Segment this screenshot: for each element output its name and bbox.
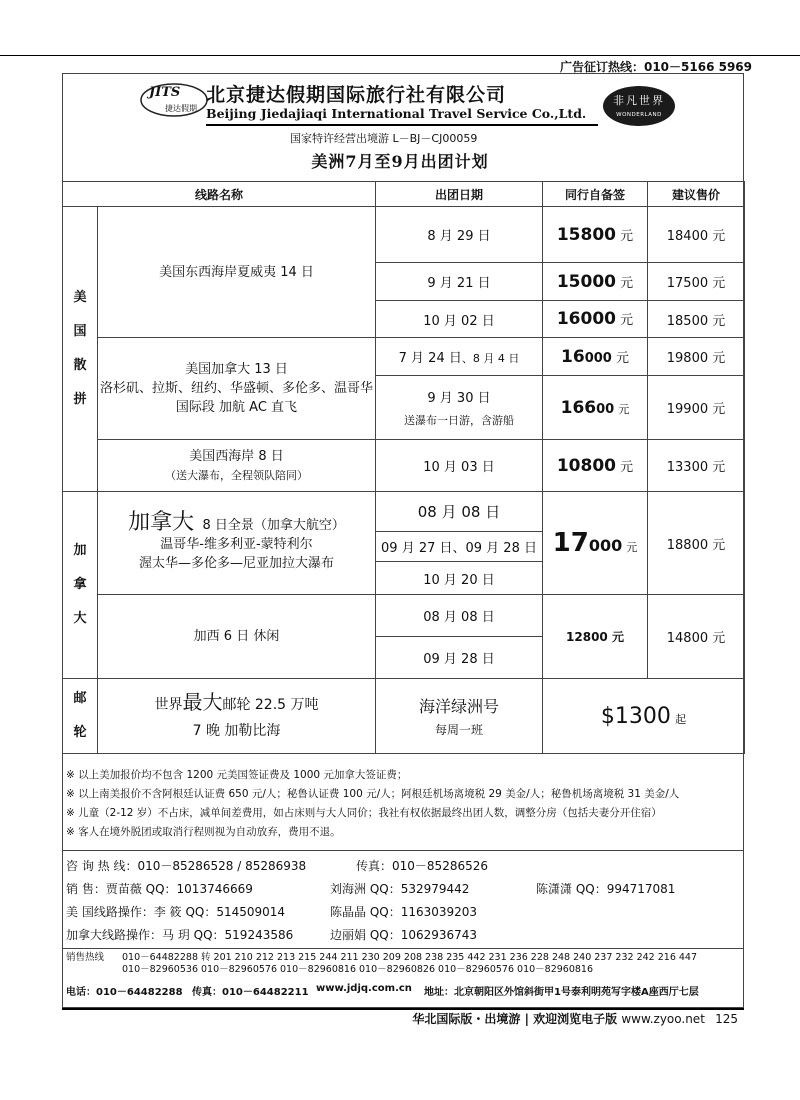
suggest-price-cell: 18800 元 [648, 492, 745, 595]
jits-logo [139, 78, 209, 120]
company-name-en: Beijing Jiedajiaqi International Travel Service Co.,Ltd. [206, 106, 587, 121]
company-name-cn: 北京捷达假期国际旅行社有限公司 [206, 84, 507, 106]
date-cell: 10 月 02 日 [376, 301, 543, 338]
wonderland-cn: 非凡世界 [613, 94, 665, 107]
visa-price-cell: 15800 元 [543, 207, 648, 263]
note-item: ※ 客人在境外脱团或取消行程则视为自动放弃，费用不退。 [66, 826, 341, 838]
footer-address: 地址：北京朝阳区外馆斜街甲1号泰利明苑写字楼A座西厅七层 [424, 987, 699, 998]
page-footer: 华北国际版・出境游 | 欢迎浏览电子版 www.zyoo.net 125 [412, 1012, 738, 1026]
route-usa-east: 美国东西海岸夏威夷 14 日 [98, 207, 376, 338]
date-cell: 7 月 24 日、8 月 4 日 [376, 338, 543, 376]
logo-sub: 捷达假期 [165, 104, 197, 113]
date-cell: 09 月 28 日 [376, 637, 543, 679]
table-row [63, 492, 745, 532]
date-cell: 9 月 21 日 [376, 263, 543, 301]
date-cell: 08 月 08 日 [376, 595, 543, 637]
company-underline [206, 124, 598, 126]
visa-price-cell: 15000 元 [543, 263, 648, 301]
header-visa-price: 同行自备签 [543, 182, 648, 207]
ad-hotline: 广告征订热线：010－5166 5969 [559, 60, 752, 74]
region-cruise: 邮 轮 [63, 679, 98, 754]
date-cell: 8 月 29 日 [376, 207, 543, 263]
route-usa-west: 美国西海岸 8 日 （送大瀑布，全程领队陪同） [98, 440, 376, 492]
plan-title: 美洲7月至9月出团计划 [311, 152, 489, 171]
table-row [63, 207, 745, 263]
suggest-price-cell: 18400 元 [648, 207, 745, 263]
footer-tel: 电话：010－64482288 [66, 987, 183, 998]
suggest-price-cell: 18500 元 [648, 301, 745, 338]
notes-divider [62, 850, 744, 851]
page-number: 125 [715, 1012, 738, 1026]
cruise-price-cell: $1300 起 [543, 679, 745, 754]
route-canada-west: 加西 6 日 休闲 [98, 595, 376, 679]
route-cruise: 世界最大邮轮 22.5 万吨 7 晚 加勒比海 [98, 679, 376, 754]
suggest-price-cell: 14800 元 [648, 595, 745, 679]
region-usa: 美 国 散 拼 [63, 207, 98, 492]
date-cell: 09 月 27 日、09 月 28 日 [376, 532, 543, 562]
table-header-row [63, 182, 745, 207]
logo-text: JITS [149, 85, 181, 100]
suggest-price-cell: 19900 元 [648, 376, 745, 440]
contacts-divider [62, 948, 744, 949]
notes [66, 766, 679, 842]
wonderland-en: WONDERLAND [616, 112, 662, 118]
welcome-label: 欢迎浏览电子版 [533, 1012, 618, 1026]
route-usa-canada: 美国加拿大 13 日 洛杉矶、拉斯、纽约、华盛顿、多伦多、温哥华 国际段 加航 AC 直飞 [98, 338, 376, 440]
visa-price-cell: 17000 元 [543, 492, 648, 595]
edition-label: 华北国际版・出境游 [412, 1012, 521, 1026]
note-item: ※ 以上美加报价均不包含 1200 元美国签证费及 1000 元加拿大签证费； [66, 769, 408, 781]
header-route: 线路名称 [63, 182, 376, 207]
footer-web[interactable]: www.jdjq.com.cn [316, 983, 412, 994]
date-cell: 10 月 20 日 [376, 562, 543, 595]
note-item: ※ 儿童（2-12 岁）不占床，减单间差费用，如占床则与大人同价；我社有权依据最终出团人数，调整分房（包括夫妻分开住宿） [66, 807, 662, 819]
table-row [63, 338, 745, 376]
visa-price-cell: 10800 元 [543, 440, 648, 492]
date-cell: 9 月 30 日 送瀑布一日游，含游船 [376, 376, 543, 440]
visa-price-cell: 16000 元 [543, 338, 648, 376]
region-canada: 加 拿 大 [63, 492, 98, 679]
table-row [63, 595, 745, 637]
site-link[interactable]: www.zyoo.net [621, 1012, 705, 1026]
suggest-price-cell: 19800 元 [648, 338, 745, 376]
date-cell: 08 月 08 日 [376, 492, 543, 532]
footer-fax: 传真：010－64482211 [192, 987, 309, 998]
schedule-table [62, 181, 745, 754]
header-suggest-price: 建议售价 [648, 182, 745, 207]
header-date: 出团日期 [376, 182, 543, 207]
table-row [63, 679, 745, 754]
visa-price-cell: 16000 元 [543, 301, 648, 338]
date-cell: 10 月 03 日 [376, 440, 543, 492]
suggest-price-cell: 13300 元 [648, 440, 745, 492]
table-row [63, 440, 745, 492]
wonderland-logo [603, 86, 675, 126]
suggest-price-cell: 17500 元 [648, 263, 745, 301]
route-canada-full: 加拿大 8 日全景（加拿大航空） 温哥华-维多利亚-蒙特利尔 渥太华—多伦多—尼亚加拉大瀑布 [98, 492, 376, 595]
top-rule [0, 55, 800, 56]
license-number: 国家特许经营出境游 L－BJ－CJ00059 [290, 132, 478, 145]
visa-price-cell: 12800 元 [543, 595, 648, 679]
visa-price-cell: 16600 元 [543, 376, 648, 440]
cruise-ship-cell: 海洋绿洲号 每周一班 [376, 679, 543, 754]
note-item: ※ 以上南美报价不含阿根廷认证费 650 元/人；秘鲁认证费 100 元/人；阿根廷机场离境税 29 美金/人；秘鲁机场离境税 31 美金/人 [66, 788, 680, 800]
